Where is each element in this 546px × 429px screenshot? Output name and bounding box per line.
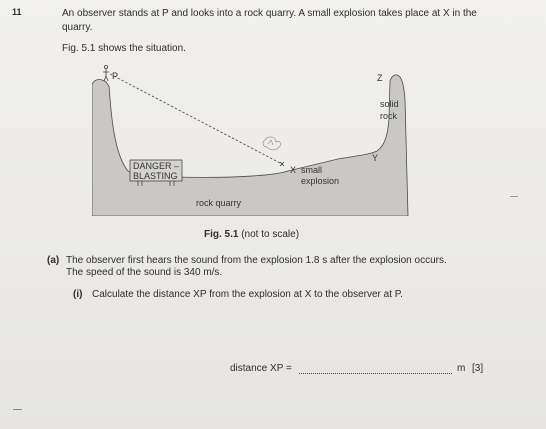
quarry-rock-shape xyxy=(92,75,408,216)
answer-marks: [3] xyxy=(472,363,484,374)
question-intro xyxy=(62,7,477,35)
danger-sign-line-1: DANGER – xyxy=(133,161,180,171)
figure-reference: Fig. 5.1 shows the situation. xyxy=(62,43,186,54)
part-i-label: (i) xyxy=(73,289,83,300)
caption-figure-number: Fig. 5.1 xyxy=(204,229,239,240)
label-x: X xyxy=(290,165,297,175)
figure-caption xyxy=(204,229,299,240)
part-a-text xyxy=(66,255,447,279)
label-p: P xyxy=(112,71,119,81)
label-rock-quarry: rock quarry xyxy=(196,198,242,208)
caption-note: (not to scale) xyxy=(238,229,300,240)
answer-label: distance XP = xyxy=(230,363,292,374)
label-rock: rock xyxy=(380,111,398,121)
margin-mark xyxy=(13,409,22,410)
quarry-diagram xyxy=(92,59,433,216)
line-of-sight-px xyxy=(110,74,282,164)
intro-line-2: quarry. xyxy=(62,22,93,33)
explosion-mark xyxy=(263,137,281,150)
label-z: Z xyxy=(377,73,383,83)
intro-line-1: An observer stands at P and looks into a rock quarry. A small explosion takes place at X in the xyxy=(62,8,477,19)
danger-sign-line-2: BLASTING xyxy=(133,171,178,181)
answer-unit: m xyxy=(457,363,466,374)
label-y: Y xyxy=(372,153,379,163)
label-small: small xyxy=(301,165,323,175)
observer-figure xyxy=(103,65,109,81)
part-i-text: Calculate the distance XP from the explosion at X to the observer at P. xyxy=(92,289,403,300)
quarry-figure xyxy=(92,59,433,216)
part-a-label: (a) xyxy=(47,255,60,266)
label-explosion: explosion xyxy=(301,176,340,186)
part-a-line-2: The speed of the sound is 340 m/s. xyxy=(66,267,223,278)
answer-line[interactable] xyxy=(299,373,452,374)
question-number: 11 xyxy=(12,7,22,17)
label-solid: solid xyxy=(380,99,399,109)
margin-mark-right xyxy=(510,196,518,197)
point-x-marker xyxy=(280,162,284,166)
part-a-line-1: The observer first hears the sound from the explosion 1.8 s after the explosion occurs. xyxy=(66,255,447,266)
